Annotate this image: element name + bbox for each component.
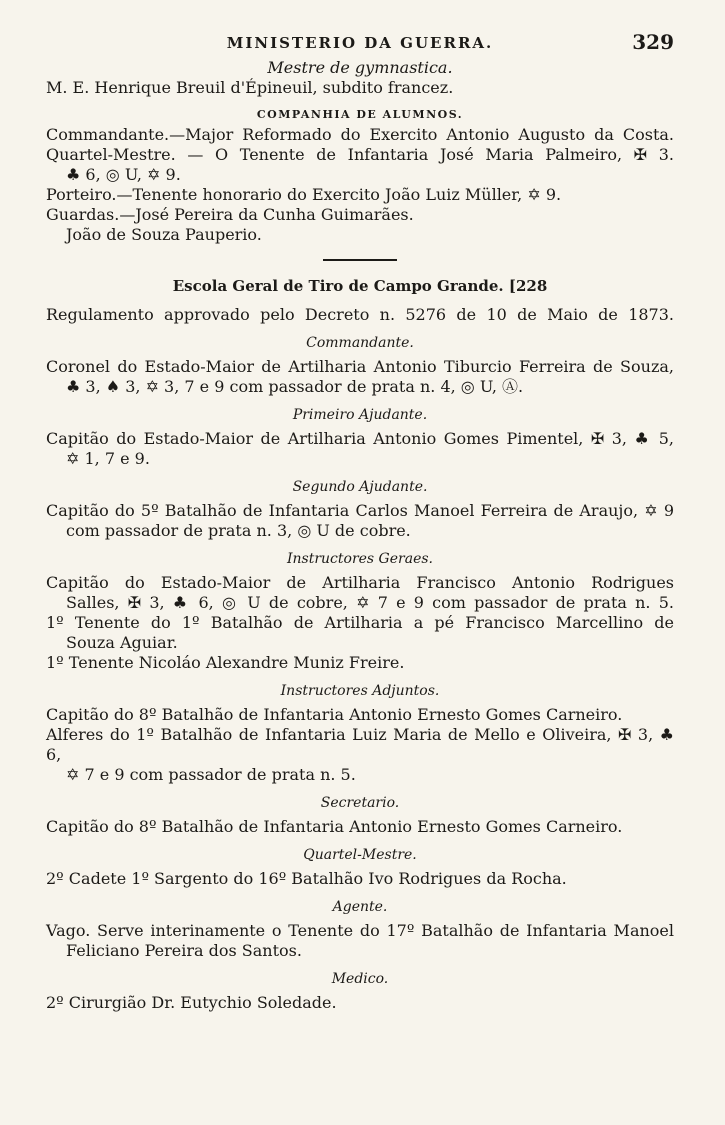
section-line: Capitão do Estado-Maior de Artilharia Francisco Antonio Rodrigues xyxy=(46,573,674,592)
section-line: Coronel do Estado-Maior de Artilharia Antonio Tiburcio Ferreira de Souza, xyxy=(46,357,674,376)
companhia-line: Guardas.—José Pereira da Cunha Guimarães. xyxy=(46,205,414,224)
companhia-line: Commandante.—Major Reformado do Exercito Antonio Augusto da Costa. xyxy=(46,125,674,144)
section-line: com passador de prata n. 3, ◎ U de cobre. xyxy=(66,521,411,540)
section-line: 1º Tenente do 1º Batalhão de Artilharia a pé Francisco Marcellino de xyxy=(46,613,674,632)
companhia-line: ♣ 6, ◎ U, ✡ 9. xyxy=(66,165,181,184)
section-line: 2º Cadete 1º Sargento do 16º Batalhão Ivo Rodrigues da Rocha. xyxy=(46,869,567,888)
regulamento-line: Regulamento approvado pelo Decreto n. 5276 de 10 de Maio de 1873. xyxy=(46,305,674,324)
section-heading: Agente. xyxy=(332,899,388,915)
section-line: Capitão do 8º Batalhão de Infantaria Antonio Ernesto Gomes Carneiro. xyxy=(46,817,623,836)
section-line: Capitão do 5º Batalhão de Infantaria Carlos Manoel Ferreira de Araujo, ✡ 9 xyxy=(46,501,674,520)
section-line: Alferes do 1º Batalhão de Infantaria Luiz Maria de Mello e Oliveira, ✠ 3, ♣ 6, xyxy=(46,725,674,764)
section-line: ✡ 1, 7 e 9. xyxy=(66,449,150,468)
companhia-line: Porteiro.—Tenente honorario do Exercito João Luiz Müller, ✡ 9. xyxy=(46,185,562,204)
section-heading: Quartel-Mestre. xyxy=(303,847,417,863)
page-header xyxy=(46,30,674,56)
section-heading: Medico. xyxy=(331,971,389,987)
section-line: Souza Aguiar. xyxy=(66,633,178,652)
section-heading: Primeiro Ajudante. xyxy=(292,407,428,423)
escola-title: Escola Geral de Tiro de Campo Grande. [228 xyxy=(172,277,548,295)
section-heading: Instructores Geraes. xyxy=(286,551,433,567)
section-line: Vago. Serve interinamente o Tenente do 17º Batalhão de Infantaria Manoel xyxy=(46,921,674,940)
companhia-line: Quartel-Mestre. — O Tenente de Infantaria José Maria Palmeiro, ✠ 3. xyxy=(46,145,674,164)
section-heading: Commandante. xyxy=(306,335,414,351)
section-heading: Segundo Ajudante. xyxy=(292,479,428,495)
section-line: 1º Tenente Nicoláo Alexandre Muniz Freire. xyxy=(46,653,405,672)
section-heading: Instructores Adjuntos. xyxy=(280,683,440,699)
gymnastica-heading: Mestre de gymnastica. xyxy=(267,58,453,77)
section-divider xyxy=(323,259,397,261)
companhia-line: João de Souza Pauperio. xyxy=(66,225,262,244)
section-line: Salles, ✠ 3, ♣ 6, ◎ U de cobre, ✡ 7 e 9 com passador de prata n. 5. xyxy=(66,593,674,612)
running-title: MINISTERIO DA GUERRA. xyxy=(226,34,494,52)
section-line: ♣ 3, ♠ 3, ✡ 3, 7 e 9 com passador de prata n. 4, ◎ U, Ⓐ. xyxy=(66,377,524,396)
section-heading: Secretario. xyxy=(320,795,400,811)
section-line: Capitão do 8º Batalhão de Infantaria Antonio Ernesto Gomes Carneiro. xyxy=(46,705,623,724)
section-line: Capitão do Estado-Maior de Artilharia Antonio Gomes Pimentel, ✠ 3, ♣ 5, xyxy=(46,429,674,448)
page-number: 329 xyxy=(632,30,674,54)
section-line: ✡ 7 e 9 com passador de prata n. 5. xyxy=(66,765,356,784)
document-page xyxy=(46,30,674,1013)
companhia-heading: COMPANHIA DE ALUMNOS. xyxy=(256,108,464,121)
gymnastica-line: M. E. Henrique Breuil d'Épineuil, subdito francez. xyxy=(46,78,454,97)
section-line: Feliciano Pereira dos Santos. xyxy=(66,941,302,960)
section-line: 2º Cirurgião Dr. Eutychio Soledade. xyxy=(46,993,337,1012)
